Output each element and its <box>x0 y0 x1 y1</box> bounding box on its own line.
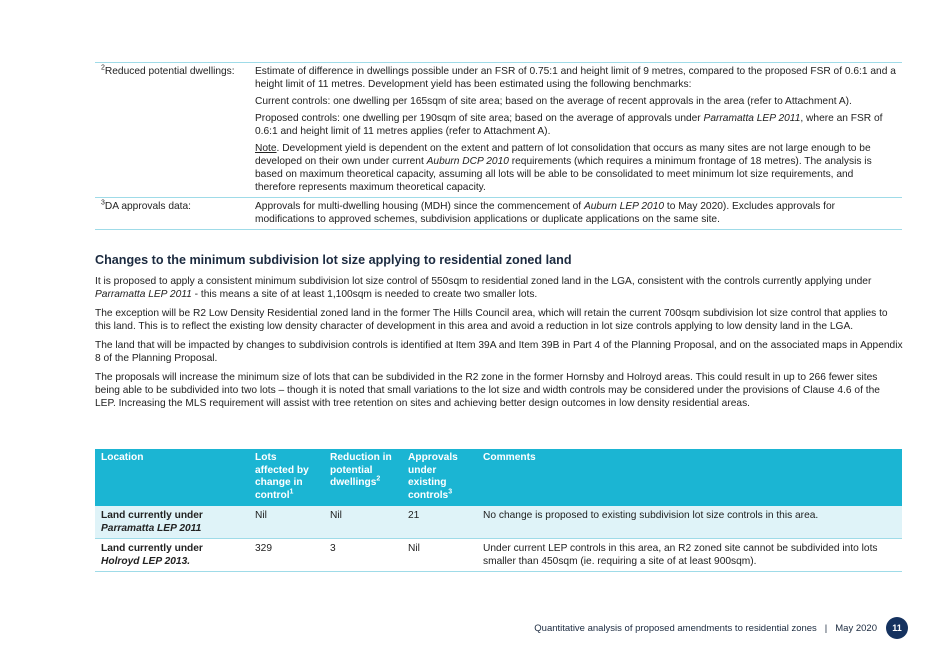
cell-lots: 329 <box>249 539 324 572</box>
footnote-row <box>95 198 902 230</box>
table-row <box>95 539 902 572</box>
section-heading: Changes to the minimum subdivision lot size applying to residential zoned land <box>95 253 572 267</box>
cell-approvals: Nil <box>402 539 477 572</box>
cell-reduction: 3 <box>324 539 402 572</box>
footer-doc-title: Quantitative analysis of proposed amendments to residential zones <box>534 623 817 634</box>
cell-lots: Nil <box>249 506 324 539</box>
page-footer <box>534 622 877 635</box>
footer-separator: | <box>824 623 828 634</box>
footnote-table <box>95 62 902 230</box>
table-row <box>95 506 902 539</box>
footnote-paragraph: Approvals for multi-dwelling housing (MDH) since the commencement of Auburn LEP 2010 to May 2020). Excludes approvals for modifications to approved schemes, subdivision applications or duplicate applications on the same site. <box>255 201 836 225</box>
col-header-comments: Comments <box>477 449 902 506</box>
page-number-badge: 11 <box>886 617 908 639</box>
cell-approvals: 21 <box>402 506 477 539</box>
footnote-paragraph: Estimate of difference in dwellings possible under an FSR of 0.75:1 and height limit of 9 metres, compared to the proposed FSR of 0.6:1 and a height limit of 11 metres. Development yield has been estimated using the following benchmarks: <box>255 66 896 90</box>
footnote-body <box>249 63 902 198</box>
cell-reduction: Nil <box>324 506 402 539</box>
footer-date: May 2020 <box>835 623 877 634</box>
footnote-label: $^3$DA approvals data: <box>101 199 191 212</box>
col-header-location: Location <box>95 449 249 506</box>
footnote-note: Note. Development yield is dependent on the extent and pattern of lot consolidation that occurs as many sites are not large enough to be developed on their own under current Auburn DCP 2010 requirements (which requires a minimum frontage of 18 metres). The analysis is based on maximum theoretical capacity, assuming all lots will be able to be consolidated to meet minimum lot size requirements, and therefore represents maximum theoretical capacity. <box>255 143 872 193</box>
col-header-approvals: Approvals under existing controls$^3$ <box>402 449 477 506</box>
cell-location: Land currently under Holroyd LEP 2013. <box>95 539 249 572</box>
footnote-paragraph: Current controls: one dwelling per 165sqm of site area; based on the average of recent approvals in the area (refer to Attachment A). <box>255 96 852 107</box>
col-header-lots: Lots affected by change in control$^1$ <box>249 449 324 506</box>
cell-comments: Under current LEP controls in this area, an R2 zoned site cannot be subdivided into lots smaller than 450sqm (ie. requiring a site of at least 900sqm). <box>477 539 902 572</box>
cell-location: Land currently under Parramatta LEP 2011 <box>95 506 249 539</box>
subdivision-section <box>95 253 903 416</box>
body-paragraph: The proposals will increase the minimum size of lots that can be subdivided in the R2 zone in the former Hornsby and Holroyd areas. This could result in up to 266 fewer sites being able to be subdivided into two lots – though it is noted that small variations to the lot size and width controls may be considered under the provisions of Clause 4.6 of the LEP. Increasing the MLS requirement will assist with tree retention on sites and achieving better design outcomes in low density residential areas. <box>95 372 880 409</box>
footnote-paragraph: Proposed controls: one dwelling per 190sqm of site area; based on the average of approvals under Parramatta LEP 2011, where an FSR of 0.6:1 and height limit of 11 metres applies (refer to Attachment A). <box>255 113 883 137</box>
cell-comments: No change is proposed to existing subdivision lot size controls in this area. <box>477 506 902 539</box>
body-paragraph: The exception will be R2 Low Density Residential zoned land in the former The Hills Council area, which will retain the current 700sqm subdivision lot size control that applies to this land. This is to reflect the existing low density character of development in this area and avoid a reduction in lot size controls applying to low density land in the LGA. <box>95 308 888 332</box>
subdivision-impact-table <box>95 449 902 572</box>
col-header-reduction: Reduction in potential dwellings$^2$ <box>324 449 402 506</box>
table-header-row <box>95 449 902 506</box>
footnote-body <box>249 198 902 230</box>
footnote-row <box>95 63 902 198</box>
body-paragraph: It is proposed to apply a consistent minimum subdivision lot size control of 550sqm to residential zoned land in the LGA, consistent with the controls currently applying under Parramatta LEP 2011 - this means a site of at least 1,100sqm is needed to create two smaller lots. <box>95 276 872 300</box>
body-paragraph: The land that will be impacted by changes to subdivision controls is identified at Item 39A and Item 39B in Part 4 of the Planning Proposal, and on the associated maps in Appendix 8 of the Planning Proposal. <box>95 340 903 364</box>
footnote-label: $^2$Reduced potential dwellings: <box>101 64 235 77</box>
